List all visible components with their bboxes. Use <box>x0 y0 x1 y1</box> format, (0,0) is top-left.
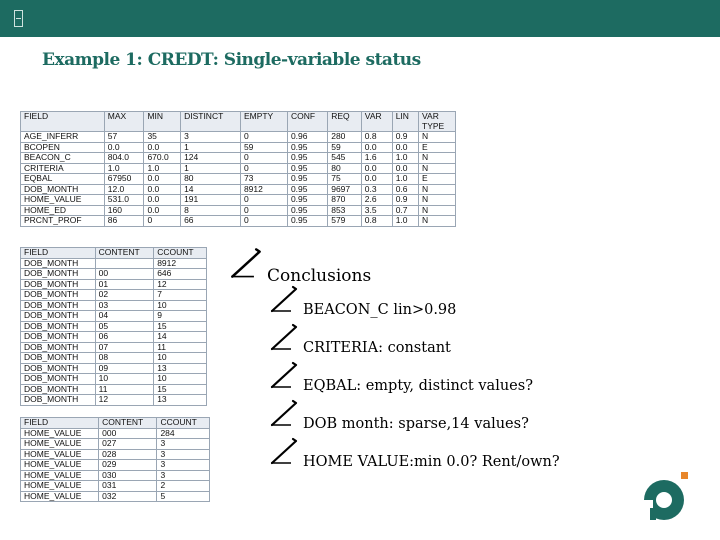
table-cell: 0.95 <box>287 205 327 216</box>
table-cell: 11 <box>154 342 207 353</box>
table-cell: 67950 <box>104 174 144 185</box>
table-row <box>21 153 456 164</box>
table-row <box>21 132 456 143</box>
table-cell: DOB_MONTH <box>21 258 96 269</box>
table-cell: BCOPEN <box>21 142 105 153</box>
table-row <box>21 311 207 322</box>
table-cell: HOME_VALUE <box>21 470 99 481</box>
table-cell: 0.0 <box>361 142 392 153</box>
table-cell: DOB_MONTH <box>21 269 96 280</box>
table-cell: 1 <box>181 163 241 174</box>
column-header: CCOUNT <box>154 248 207 259</box>
table-cell: N <box>419 205 456 216</box>
table-cell: 646 <box>154 269 207 280</box>
table-cell: 15 <box>154 384 207 395</box>
table-cell: 13 <box>154 363 207 374</box>
table-cell: 12 <box>154 279 207 290</box>
table-cell: 1.0 <box>392 216 418 227</box>
table-row <box>21 195 456 206</box>
table-cell: 9 <box>154 311 207 322</box>
table-cell: 14 <box>181 184 241 195</box>
table-cell: 1.0 <box>392 153 418 164</box>
table-cell: 2.6 <box>361 195 392 206</box>
table-cell: 80 <box>181 174 241 185</box>
column-header: FIELD <box>21 418 99 429</box>
table-cell: 028 <box>99 449 157 460</box>
table-cell: 7 <box>154 290 207 301</box>
table-cell: 0 <box>240 195 287 206</box>
table-row <box>21 163 456 174</box>
table-cell: 032 <box>99 491 157 502</box>
table-cell: BEACON_C <box>21 153 105 164</box>
column-header: CONF <box>287 112 327 132</box>
table-row <box>21 290 207 301</box>
table-cell: 0.95 <box>287 216 327 227</box>
table-cell: 0.0 <box>361 163 392 174</box>
table-cell: 284 <box>157 428 210 439</box>
table-cell: 0 <box>240 163 287 174</box>
table-cell: 0 <box>240 153 287 164</box>
table-cell: 031 <box>99 481 157 492</box>
table-cell: N <box>419 132 456 143</box>
table-row <box>21 258 207 269</box>
table-cell: 09 <box>95 363 154 374</box>
table-cell: 0 <box>240 132 287 143</box>
logo-icon <box>640 472 690 522</box>
table-row <box>21 470 210 481</box>
table-cell: 3 <box>157 449 210 460</box>
table-cell: 07 <box>95 342 154 353</box>
table-cell: DOB_MONTH <box>21 321 96 332</box>
table-cell: 9697 <box>328 184 362 195</box>
table-cell: 0.0 <box>104 142 144 153</box>
column-header: MAX <box>104 112 144 132</box>
table-cell: 0.95 <box>287 174 327 185</box>
table-cell: 1.0 <box>104 163 144 174</box>
table-cell: 0.7 <box>392 205 418 216</box>
table-row <box>21 353 207 364</box>
table-cell: 0.8 <box>361 132 392 143</box>
table-cell: E <box>419 174 456 185</box>
table-cell: 86 <box>104 216 144 227</box>
table-cell: 670.0 <box>144 153 181 164</box>
table-cell: 3 <box>157 439 210 450</box>
table-cell: 35 <box>144 132 181 143</box>
table-cell: HOME_VALUE <box>21 491 99 502</box>
table-cell: 08 <box>95 353 154 364</box>
table-cell: N <box>419 184 456 195</box>
table-row <box>21 460 210 471</box>
table-cell: 0.0 <box>144 142 181 153</box>
table-cell: EQBAL <box>21 174 105 185</box>
table-cell: 124 <box>181 153 241 164</box>
table-cell: 1.6 <box>361 153 392 164</box>
table-cell: 80 <box>328 163 362 174</box>
table-cell: 10 <box>95 374 154 385</box>
table-cell: 0.0 <box>392 142 418 153</box>
table-cell: DOB_MONTH <box>21 342 96 353</box>
table-cell: CRITERIA <box>21 163 105 174</box>
bullet-text: HOME VALUE:min 0.0? Rent/own? <box>303 454 560 470</box>
table-row <box>21 142 456 153</box>
table-cell: 3 <box>157 460 210 471</box>
pen-bullet-icon <box>269 284 299 314</box>
column-header: FIELD <box>21 248 96 259</box>
slide-title: Example 1: CREDT: Single-variable status <box>42 50 421 70</box>
table-cell: 8912 <box>240 184 287 195</box>
table-cell: 870 <box>328 195 362 206</box>
table-cell: 0 <box>240 205 287 216</box>
table-cell: 0.0 <box>144 205 181 216</box>
table-cell: 280 <box>328 132 362 143</box>
table-cell: 027 <box>99 439 157 450</box>
pen-bullet-icon <box>229 246 263 280</box>
table-cell: 0.95 <box>287 184 327 195</box>
table-cell: N <box>419 216 456 227</box>
table-cell: 0.0 <box>144 184 181 195</box>
table-cell <box>95 258 154 269</box>
table-cell: 59 <box>240 142 287 153</box>
table-row <box>21 174 456 185</box>
table-cell: 191 <box>181 195 241 206</box>
table-cell: DOB_MONTH <box>21 290 96 301</box>
table-row <box>21 279 207 290</box>
table-cell: 0.9 <box>392 132 418 143</box>
column-header: DISTINCT <box>181 112 241 132</box>
table-cell: DOB_MONTH <box>21 374 96 385</box>
table-cell: 66 <box>181 216 241 227</box>
table-cell: 02 <box>95 290 154 301</box>
table-cell: HOME_VALUE <box>21 460 99 471</box>
table-row <box>21 216 456 227</box>
table-row <box>21 363 207 374</box>
column-header: CCOUNT <box>157 418 210 429</box>
table-cell: E <box>419 142 456 153</box>
table-row <box>21 491 210 502</box>
column-header: CONTENT <box>99 418 157 429</box>
table-cell: 13 <box>154 395 207 406</box>
table-cell: 3.5 <box>361 205 392 216</box>
table-cell: DOB_MONTH <box>21 395 96 406</box>
pen-bullet-icon <box>269 360 299 390</box>
table-cell: 0.96 <box>287 132 327 143</box>
header-bar <box>0 0 720 37</box>
table-cell: DOB_MONTH <box>21 300 96 311</box>
table-cell: DOB_MONTH <box>21 279 96 290</box>
table-row <box>21 332 207 343</box>
column-header: MIN <box>144 112 181 132</box>
table-row <box>21 449 210 460</box>
table-cell: 0.95 <box>287 195 327 206</box>
table-cell: 8 <box>181 205 241 216</box>
table-cell: 12.0 <box>104 184 144 195</box>
table-row <box>21 428 210 439</box>
table-cell: 10 <box>154 300 207 311</box>
table-cell: 57 <box>104 132 144 143</box>
table-cell: 2 <box>157 481 210 492</box>
bullet-item <box>269 284 457 318</box>
table-cell: HOME_VALUE <box>21 481 99 492</box>
slide-icon <box>14 10 23 27</box>
table-cell: 05 <box>95 321 154 332</box>
table-cell: N <box>419 195 456 206</box>
bullet-text: BEACON_C lin>0.98 <box>303 302 457 318</box>
table-cell: HOME_VALUE <box>21 439 99 450</box>
table-cell: 853 <box>328 205 362 216</box>
table-cell: 1.0 <box>144 163 181 174</box>
table-cell: 0.0 <box>144 174 181 185</box>
table-cell: 1.0 <box>392 174 418 185</box>
table-row <box>21 205 456 216</box>
table-header-row <box>21 112 456 132</box>
table-cell: 12 <box>95 395 154 406</box>
table-row <box>21 321 207 332</box>
table-row <box>21 374 207 385</box>
table-header-row <box>21 248 207 259</box>
column-header: CONTENT <box>95 248 154 259</box>
table-cell: N <box>419 163 456 174</box>
table-row <box>21 481 210 492</box>
bullet-text: Conclusions <box>267 266 372 286</box>
table-cell: 804.0 <box>104 153 144 164</box>
table-cell: 0.95 <box>287 153 327 164</box>
table-cell: DOB_MONTH <box>21 311 96 322</box>
table-cell: 0.3 <box>361 184 392 195</box>
table-cell: 545 <box>328 153 362 164</box>
bullet-item <box>229 246 372 286</box>
table-cell: 0 <box>144 216 181 227</box>
table-cell: N <box>419 153 456 164</box>
table-cell: DOB_MONTH <box>21 363 96 374</box>
table-row <box>21 395 207 406</box>
table-cell: 0.0 <box>144 195 181 206</box>
table-cell: HOME_VALUE <box>21 449 99 460</box>
table-cell: 0.95 <box>287 163 327 174</box>
table-cell: 03 <box>95 300 154 311</box>
table-cell: PRCNT_PROF <box>21 216 105 227</box>
table-cell: 59 <box>328 142 362 153</box>
table-cell: HOME_ED <box>21 205 105 216</box>
table-cell: 0.6 <box>392 184 418 195</box>
table-cell: 531.0 <box>104 195 144 206</box>
table-cell: 0.8 <box>361 216 392 227</box>
table-cell: 0 <box>240 216 287 227</box>
column-header: REQ <box>328 112 362 132</box>
home-value-table <box>20 417 210 502</box>
table-cell: 00 <box>95 269 154 280</box>
table-header-row <box>21 418 210 429</box>
table-cell: 10 <box>154 353 207 364</box>
bullet-text: DOB month: sparse,14 values? <box>303 416 529 432</box>
bullet-item <box>269 398 529 432</box>
table-cell: 73 <box>240 174 287 185</box>
column-header: VAR <box>361 112 392 132</box>
pen-bullet-icon <box>269 322 299 352</box>
table-cell: 1 <box>181 142 241 153</box>
table-cell: 5 <box>157 491 210 502</box>
table-cell: 3 <box>157 470 210 481</box>
table-cell: 029 <box>99 460 157 471</box>
table-cell: 14 <box>154 332 207 343</box>
table-cell: 000 <box>99 428 157 439</box>
bullet-item <box>269 436 560 470</box>
table-cell: 0.95 <box>287 142 327 153</box>
dob-month-table <box>20 247 207 406</box>
variable-status-table <box>20 111 456 227</box>
table-cell: DOB_MONTH <box>21 384 96 395</box>
table-cell: 0.0 <box>392 163 418 174</box>
table-cell: DOB_MONTH <box>21 332 96 343</box>
table-row <box>21 342 207 353</box>
table-cell: 10 <box>154 374 207 385</box>
table-row <box>21 384 207 395</box>
bullet-item <box>269 322 451 356</box>
table-cell: 030 <box>99 470 157 481</box>
table-row <box>21 269 207 280</box>
table-row <box>21 184 456 195</box>
table-cell: 15 <box>154 321 207 332</box>
table-cell: 160 <box>104 205 144 216</box>
table-cell: DOB_MONTH <box>21 184 105 195</box>
table-cell: AGE_INFERR <box>21 132 105 143</box>
table-cell: 0.9 <box>392 195 418 206</box>
bullet-item <box>269 360 533 394</box>
table-cell: 0.0 <box>361 174 392 185</box>
table-cell: 8912 <box>154 258 207 269</box>
bullet-text: EQBAL: empty, distinct values? <box>303 378 533 394</box>
table-cell: 11 <box>95 384 154 395</box>
table-cell: HOME_VALUE <box>21 428 99 439</box>
table-cell: 04 <box>95 311 154 322</box>
table-cell: 06 <box>95 332 154 343</box>
column-header: FIELD <box>21 112 105 132</box>
pen-bullet-icon <box>269 436 299 466</box>
table-row <box>21 300 207 311</box>
table-cell: DOB_MONTH <box>21 353 96 364</box>
bullet-text: CRITERIA: constant <box>303 340 451 356</box>
column-header: LIN <box>392 112 418 132</box>
table-cell: 01 <box>95 279 154 290</box>
table-cell: 75 <box>328 174 362 185</box>
table-row <box>21 439 210 450</box>
table-cell: 579 <box>328 216 362 227</box>
table-cell: HOME_VALUE <box>21 195 105 206</box>
column-header: VAR TYPE <box>419 112 456 132</box>
pen-bullet-icon <box>269 398 299 428</box>
table-cell: 3 <box>181 132 241 143</box>
column-header: EMPTY <box>240 112 287 132</box>
